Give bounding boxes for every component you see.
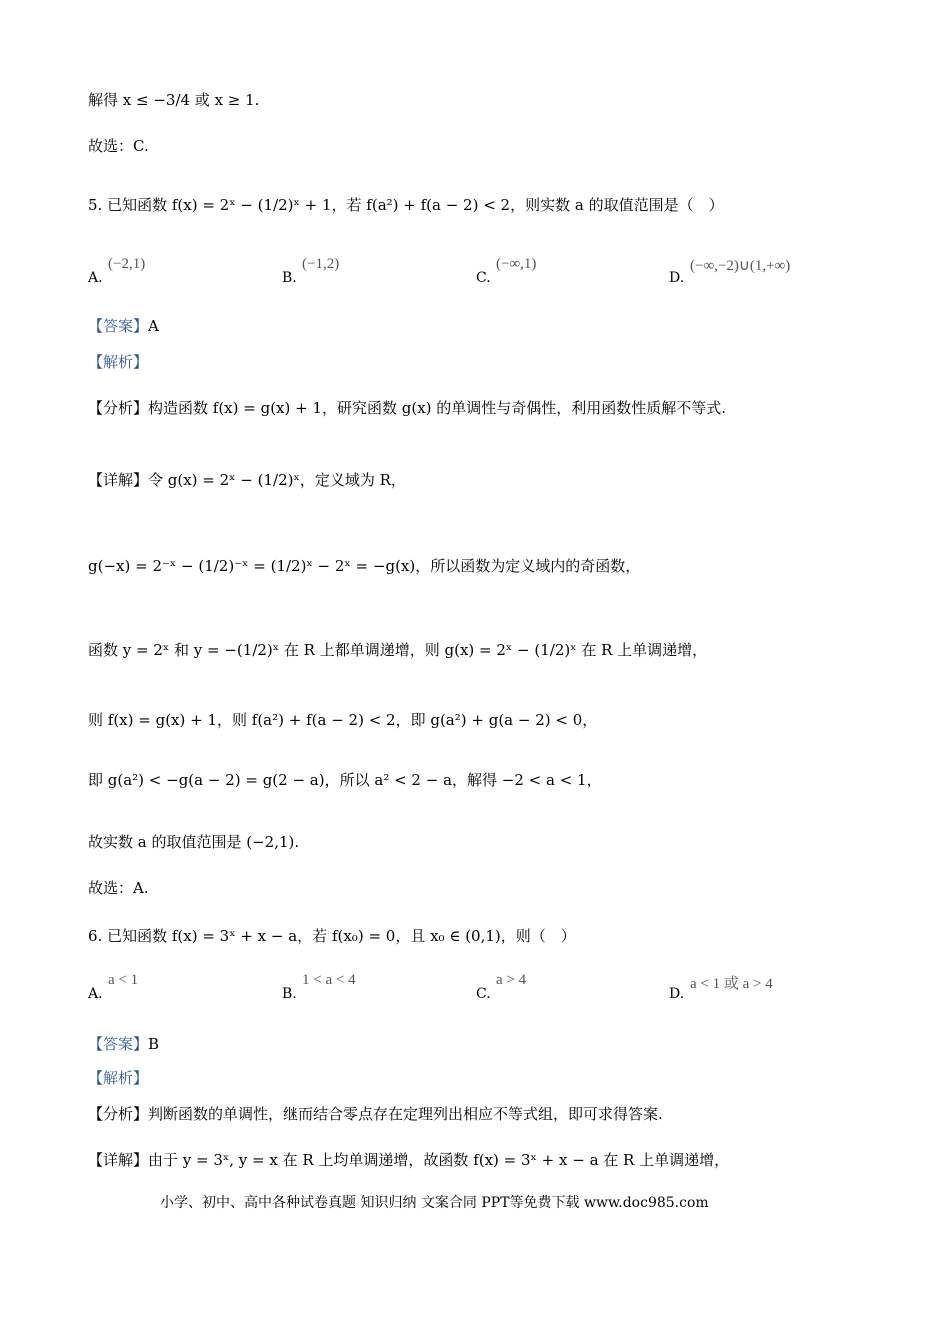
analysis-line-5 [88, 352, 148, 372]
analysis-6: 【分析】判断函数的单调性，继而结合零点存在定理列出相应不等式组，即可求得答案. [88, 1105, 663, 1123]
choice-line: 故选：C. [88, 137, 149, 155]
page-footer: 小学、初中、高中各种试卷真题 知识归纳 文案合同 PPT等免费下载 www.doc985.com [160, 1195, 709, 1211]
question-5: 5. 已知函数 f(x) = 2ˣ − (1/2)ˣ + 1，若 f(a²) + f(a − 2) < 2，则实数 a 的取值范围是（ ） [88, 196, 724, 214]
analysis-line-6 [88, 1068, 148, 1088]
q5-option-c-letter: C. [476, 270, 491, 286]
detail-6-line-1: 【详解】由于 y = 3ˣ, y = x 在 R 上均单调递增，故函数 f(x) = 3ˣ + x − a 在 R 上单调递增， [88, 1151, 730, 1169]
q6-option-c-letter: C. [476, 986, 491, 1002]
q6-option-d-letter: D. [669, 986, 685, 1002]
q5-option-a-value: (−2,1) [108, 256, 146, 272]
question-6: 6. 已知函数 f(x) = 3ˣ + x − a，若 f(x₀) = 0，且 x₀ ∈ (0,1)，则（ ） [88, 927, 576, 945]
answer-tag: 【答案】 [88, 317, 149, 335]
detail-5-line-4: 则 f(x) = g(x) + 1，则 f(a²) + f(a − 2) < 2，即 g(a²) + g(a − 2) < 0， [88, 711, 598, 729]
q6-option-c-value: a > 4 [496, 972, 527, 988]
answer-line-6 [88, 1034, 159, 1054]
detail-5-line-5: 即 g(a²) < −g(a − 2) = g(2 − a)，所以 a² < 2 − a，解得 −2 < a < 1， [88, 771, 602, 789]
analysis-tag: 【解析】 [88, 353, 149, 371]
q6-option-d-value: a < 1 或 a > 4 [690, 976, 773, 992]
q5-option-d-letter: D. [669, 270, 685, 286]
detail-5-line-1: 【详解】令 g(x) = 2ˣ − (1/2)ˣ，定义域为 R， [88, 471, 406, 489]
answer-line-5 [88, 316, 159, 336]
detail-5-line-3: 函数 y = 2ˣ 和 y = −(1/2)ˣ 在 R 上都单调递增，则 g(x) = 2ˣ − (1/2)ˣ 在 R 上单调递增， [88, 641, 708, 659]
q6-option-a-value: a < 1 [108, 972, 139, 988]
q5-option-c-value: (−∞,1) [496, 256, 537, 272]
analysis-5: 【分析】构造函数 f(x) = g(x) + 1，研究函数 g(x) 的单调性与奇偶性，利用函数性质解不等式. [88, 399, 727, 417]
detail-5-line-7: 故选：A. [88, 879, 149, 897]
q5-option-d-value: (−∞,−2)∪(1,+∞) [690, 258, 791, 274]
solution-line: 解得 x ≤ −3/4 或 x ≥ 1. [88, 91, 260, 109]
q6-option-b-letter: B. [282, 986, 297, 1002]
answer-6: B [148, 1035, 160, 1053]
analysis-tag: 【解析】 [88, 1069, 149, 1087]
q5-option-b-value: (−1,2) [302, 256, 340, 272]
q6-option-a-letter: A. [88, 986, 103, 1002]
answer-5: A [148, 317, 159, 335]
detail-5-line-6: 故实数 a 的取值范围是 (−2,1). [88, 833, 300, 851]
q5-option-b-letter: B. [282, 270, 297, 286]
q5-option-a-letter: A. [88, 270, 103, 286]
detail-5-line-2: g(−x) = 2⁻ˣ − (1/2)⁻ˣ = (1/2)ˣ − 2ˣ = −g(x)，所以函数为定义域内的奇函数， [88, 557, 641, 575]
answer-tag: 【答案】 [88, 1035, 149, 1053]
q6-option-b-value: 1 < a < 4 [302, 972, 356, 988]
